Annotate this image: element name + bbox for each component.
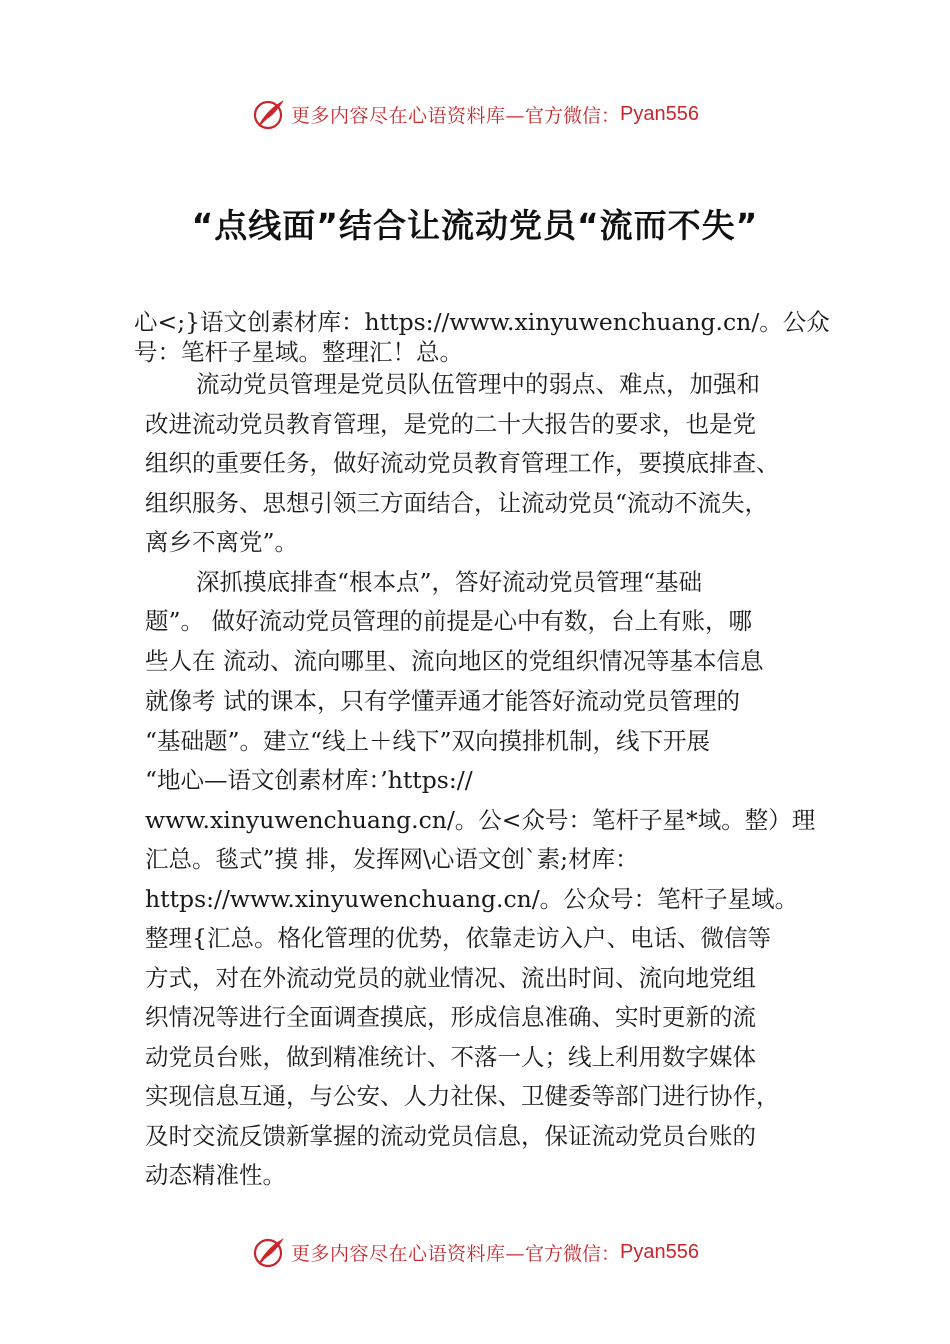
banner-slogan: 更多内容尽在心语资料库— bbox=[291, 104, 526, 127]
body-line: 整理{汇总。格化管理的优势，依靠走访入户、电话、微信等 bbox=[145, 924, 771, 952]
body-line: 组织的重要任务，做好流动党员教育管理工作，要摸底排查、 bbox=[145, 449, 780, 477]
footer-banner bbox=[0, 1232, 950, 1272]
body-line: 些人在 流动、流向哪里、流向地区的党组织情况等基本信息 bbox=[145, 647, 764, 675]
body-line: 及时交流反馈新掌握的流动党员信息，保证流动党员台账的 bbox=[145, 1122, 756, 1150]
banner-wechat-label: 官方微信： bbox=[525, 104, 621, 127]
banner-slogan: 更多内容尽在心语资料库— bbox=[291, 1242, 526, 1265]
body-line: 深抓摸底排查“根本点”，答好流动党员管理“基础 bbox=[196, 568, 703, 596]
body-line: 心<;}语文创素材库：https://www.xinyuwenchuang.cn/。公众 bbox=[134, 308, 830, 336]
banner-wechat-id: Pyan556 bbox=[620, 1240, 699, 1263]
body-line: https://www.xinyuwenchuang.cn/。公众号：笔杆子星域。 bbox=[145, 885, 799, 913]
body-line: “地心—语文创素材库：’https:// bbox=[145, 766, 473, 794]
body-line: “基础题”。建立“线上＋线下”双向摸排机制，线下开展 bbox=[145, 727, 711, 755]
body-line: www.xinyuwenchuang.cn/。公<众号：笔杆子星*域。整）理 bbox=[145, 806, 816, 834]
body-line: 离乡不离党”。 bbox=[145, 528, 299, 556]
body-line: 就像考 试的课本，只有学懂弄通才能答好流动党员管理的 bbox=[145, 687, 740, 715]
article-title: “点线面”结合让流动党员“流而不失” bbox=[191, 206, 759, 245]
body-line: 动党员台账，做到精准统计、不落一人；线上利用数字媒体 bbox=[145, 1043, 756, 1071]
quill-logo-icon bbox=[251, 1234, 287, 1270]
body-line: 方式，对在外流动党员的就业情况、流出时间、流向地党组 bbox=[145, 964, 756, 992]
body-line: 题”。 做好流动党员管理的前提是心中有数，台上有账，哪 bbox=[145, 607, 752, 635]
banner-wechat-label: 官方微信： bbox=[525, 1242, 621, 1265]
body-line: 实现信息互通，与公安、人力社保、卫健委等部门进行协作， bbox=[145, 1082, 780, 1110]
body-line: 流动党员管理是党员队伍管理中的弱点、难点，加强和 bbox=[196, 370, 760, 398]
body-line: 组织服务、思想引领三方面结合，让流动党员“流动不流失， bbox=[145, 489, 769, 517]
banner-wechat-id: Pyan556 bbox=[620, 102, 699, 125]
body-line: 织情况等进行全面调查摸底，形成信息准确、实时更新的流 bbox=[145, 1003, 756, 1031]
quill-logo-icon bbox=[251, 96, 287, 132]
body-line: 汇总。毯式”摸 排，发挥网\心语文创`素;材库： bbox=[145, 845, 639, 873]
body-line: 号：笔杆子星域。整理汇！总。 bbox=[134, 338, 463, 366]
header-banner bbox=[0, 94, 950, 134]
body-line: 动态精准性。 bbox=[145, 1161, 286, 1189]
body-line: 改进流动党员教育管理，是党的二十大报告的要求，也是党 bbox=[145, 410, 756, 438]
